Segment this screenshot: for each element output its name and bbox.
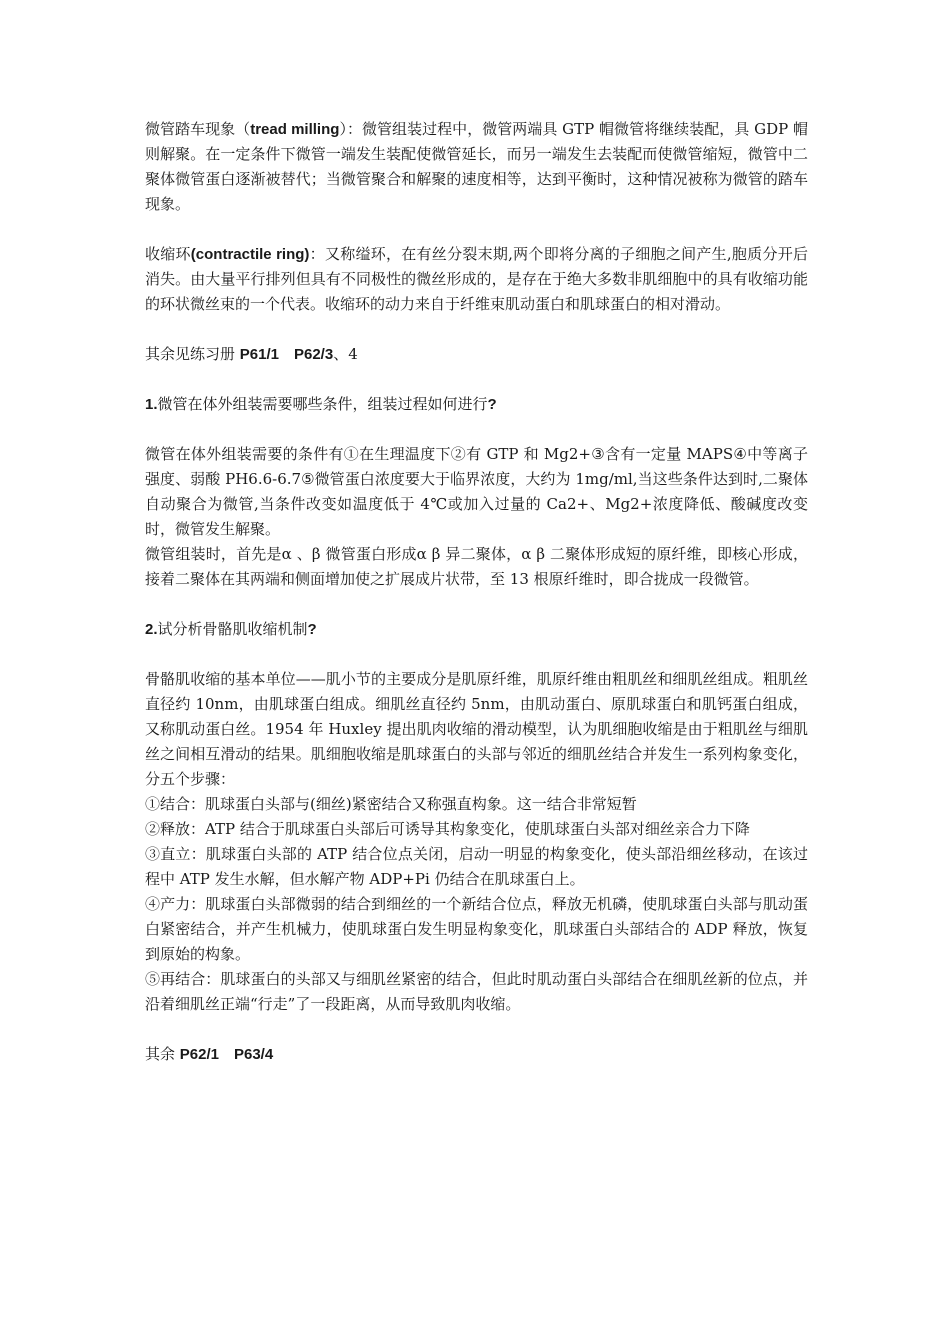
contractile-ring-term-en: (contractile ring) (190, 246, 310, 263)
question-2-heading (145, 617, 808, 642)
reference-suffix: 、4 (333, 345, 358, 363)
answer-2-step: ④产力：肌球蛋白头部微弱的结合到细丝的一个新结合位点，释放无机磷，使肌球蛋白头部与肌动蛋白紧密结合，并产生机械力，使肌球蛋白发生明显构象变化，肌球蛋白头部结合的 ADP 释放，恢复到原始的构象。 (145, 895, 808, 963)
contractile-ring-definition (145, 242, 808, 317)
question-1-number: 1. (145, 396, 158, 413)
answer-2-step: ①结合：肌球蛋白头部与(细丝)紧密结合又称强直构象。这一结合非常短暂 (145, 795, 637, 813)
answer-2-paragraph: 骨骼肌收缩的基本单位——肌小节的主要成分是肌原纤维，肌原纤维由粗肌丝和细肌丝组成。粗肌丝直径约 10nm，由肌球蛋白组成。细肌丝直径约 5nm，由肌动蛋白、原肌球蛋白和肌钙蛋白组成，又称肌动蛋白丝。1954 年 Huxley 提出肌肉收缩的滑动模型，认为肌细胞收缩是由于粗肌丝与细肌丝之间相互滑动的结果。肌细胞收缩是肌球蛋白的头部与邻近的细肌丝结合并发生一系列构象变化，分五个步骤： (145, 670, 808, 788)
contractile-ring-body: ：又称缢环，在有丝分裂末期,两个即将分离的子细胞之间产生,胞质分开后消失。由大量平行排列但具有不同极性的微丝形成的，是存在于绝大多数非肌细胞中的具有收缩功能的环状微丝束的一个代表。收缩环的动力来自于纤维束肌动蛋白和肌球蛋白的相对滑动。 (145, 245, 808, 313)
reference-prefix: 其余见练习册 (145, 345, 240, 363)
exercise-reference-2 (145, 1042, 808, 1067)
question-1-heading (145, 392, 808, 417)
treadmilling-definition (145, 117, 808, 217)
treadmilling-body: ）：微管组装过程中，微管两端具 GTP 帽微管将继续装配，具 GDP 帽则解聚。在一定条件下微管一端发生装配使微管延长，而另一端发生去装配而使微管缩短，微管中二聚体微管蛋白逐渐被替代；当微管聚合和解聚的速度相等，达到平衡时，这种情况被称为微管的踏车现象。 (145, 120, 808, 213)
answer-2-step: ②释放：ATP 结合于肌球蛋白头部后可诱导其构象变化，使肌球蛋白头部对细丝亲合力下降 (145, 820, 750, 838)
exercise-reference-1 (145, 342, 808, 367)
treadmilling-term-en: tread milling (250, 121, 340, 138)
reference-pages: P61/1 P62/3 (239, 346, 334, 363)
question-2-text: 试分析骨骼肌收缩机制 (157, 620, 308, 638)
question-2-mark: ? (307, 621, 317, 638)
reference-pages: P62/1 P63/4 (179, 1046, 274, 1063)
contractile-ring-term: 收缩环 (145, 245, 191, 263)
document-page (145, 117, 808, 1067)
question-1-text: 微管在体外组装需要哪些条件，组装过程如何进行 (157, 395, 488, 413)
answer-2-step: ⑤再结合：肌球蛋白的头部又与细肌丝紧密的结合，但此时肌动蛋白头部结合在细肌丝新的位点，并沿着细肌丝正端“行走”了一段距离，从而导致肌肉收缩。 (145, 970, 808, 1013)
reference-prefix: 其余 (145, 1045, 180, 1063)
treadmilling-term: 微管踏车现象（ (145, 120, 251, 138)
answer-1-paragraph: 微管在体外组装需要的条件有①在生理温度下②有 GTP 和 Mg2+③含有一定量 MAPS④中等离子强度、弱酸 PH6.6-6.7⑤微管蛋白浓度要大于临界浓度，大约为 1mg/ml,当这些条件达到时,二聚体自动聚合为微管,当条件改变如温度低于 4℃或加入过量的 Ca2+、Mg2+浓度降低、酸碱度改变时，微管发生解聚。 (145, 445, 808, 538)
question-1-mark: ? (487, 396, 497, 413)
answer-1-paragraph: 微管组装时，首先是α 、β 微管蛋白形成α β 异二聚体，α β 二聚体形成短的原纤维，即核心形成，接着二聚体在其两端和侧面增加使之扩展成片状带，至 13 根原纤维时，即合拢成一段微管。 (145, 545, 808, 588)
answer-2-step: ③直立：肌球蛋白头部的 ATP 结合位点关闭，启动一明显的构象变化，使头部沿细丝移动，在该过程中 ATP 发生水解，但水解产物 ADP+Pi 仍结合在肌球蛋白上。 (145, 845, 808, 888)
question-2-number: 2. (145, 621, 158, 638)
